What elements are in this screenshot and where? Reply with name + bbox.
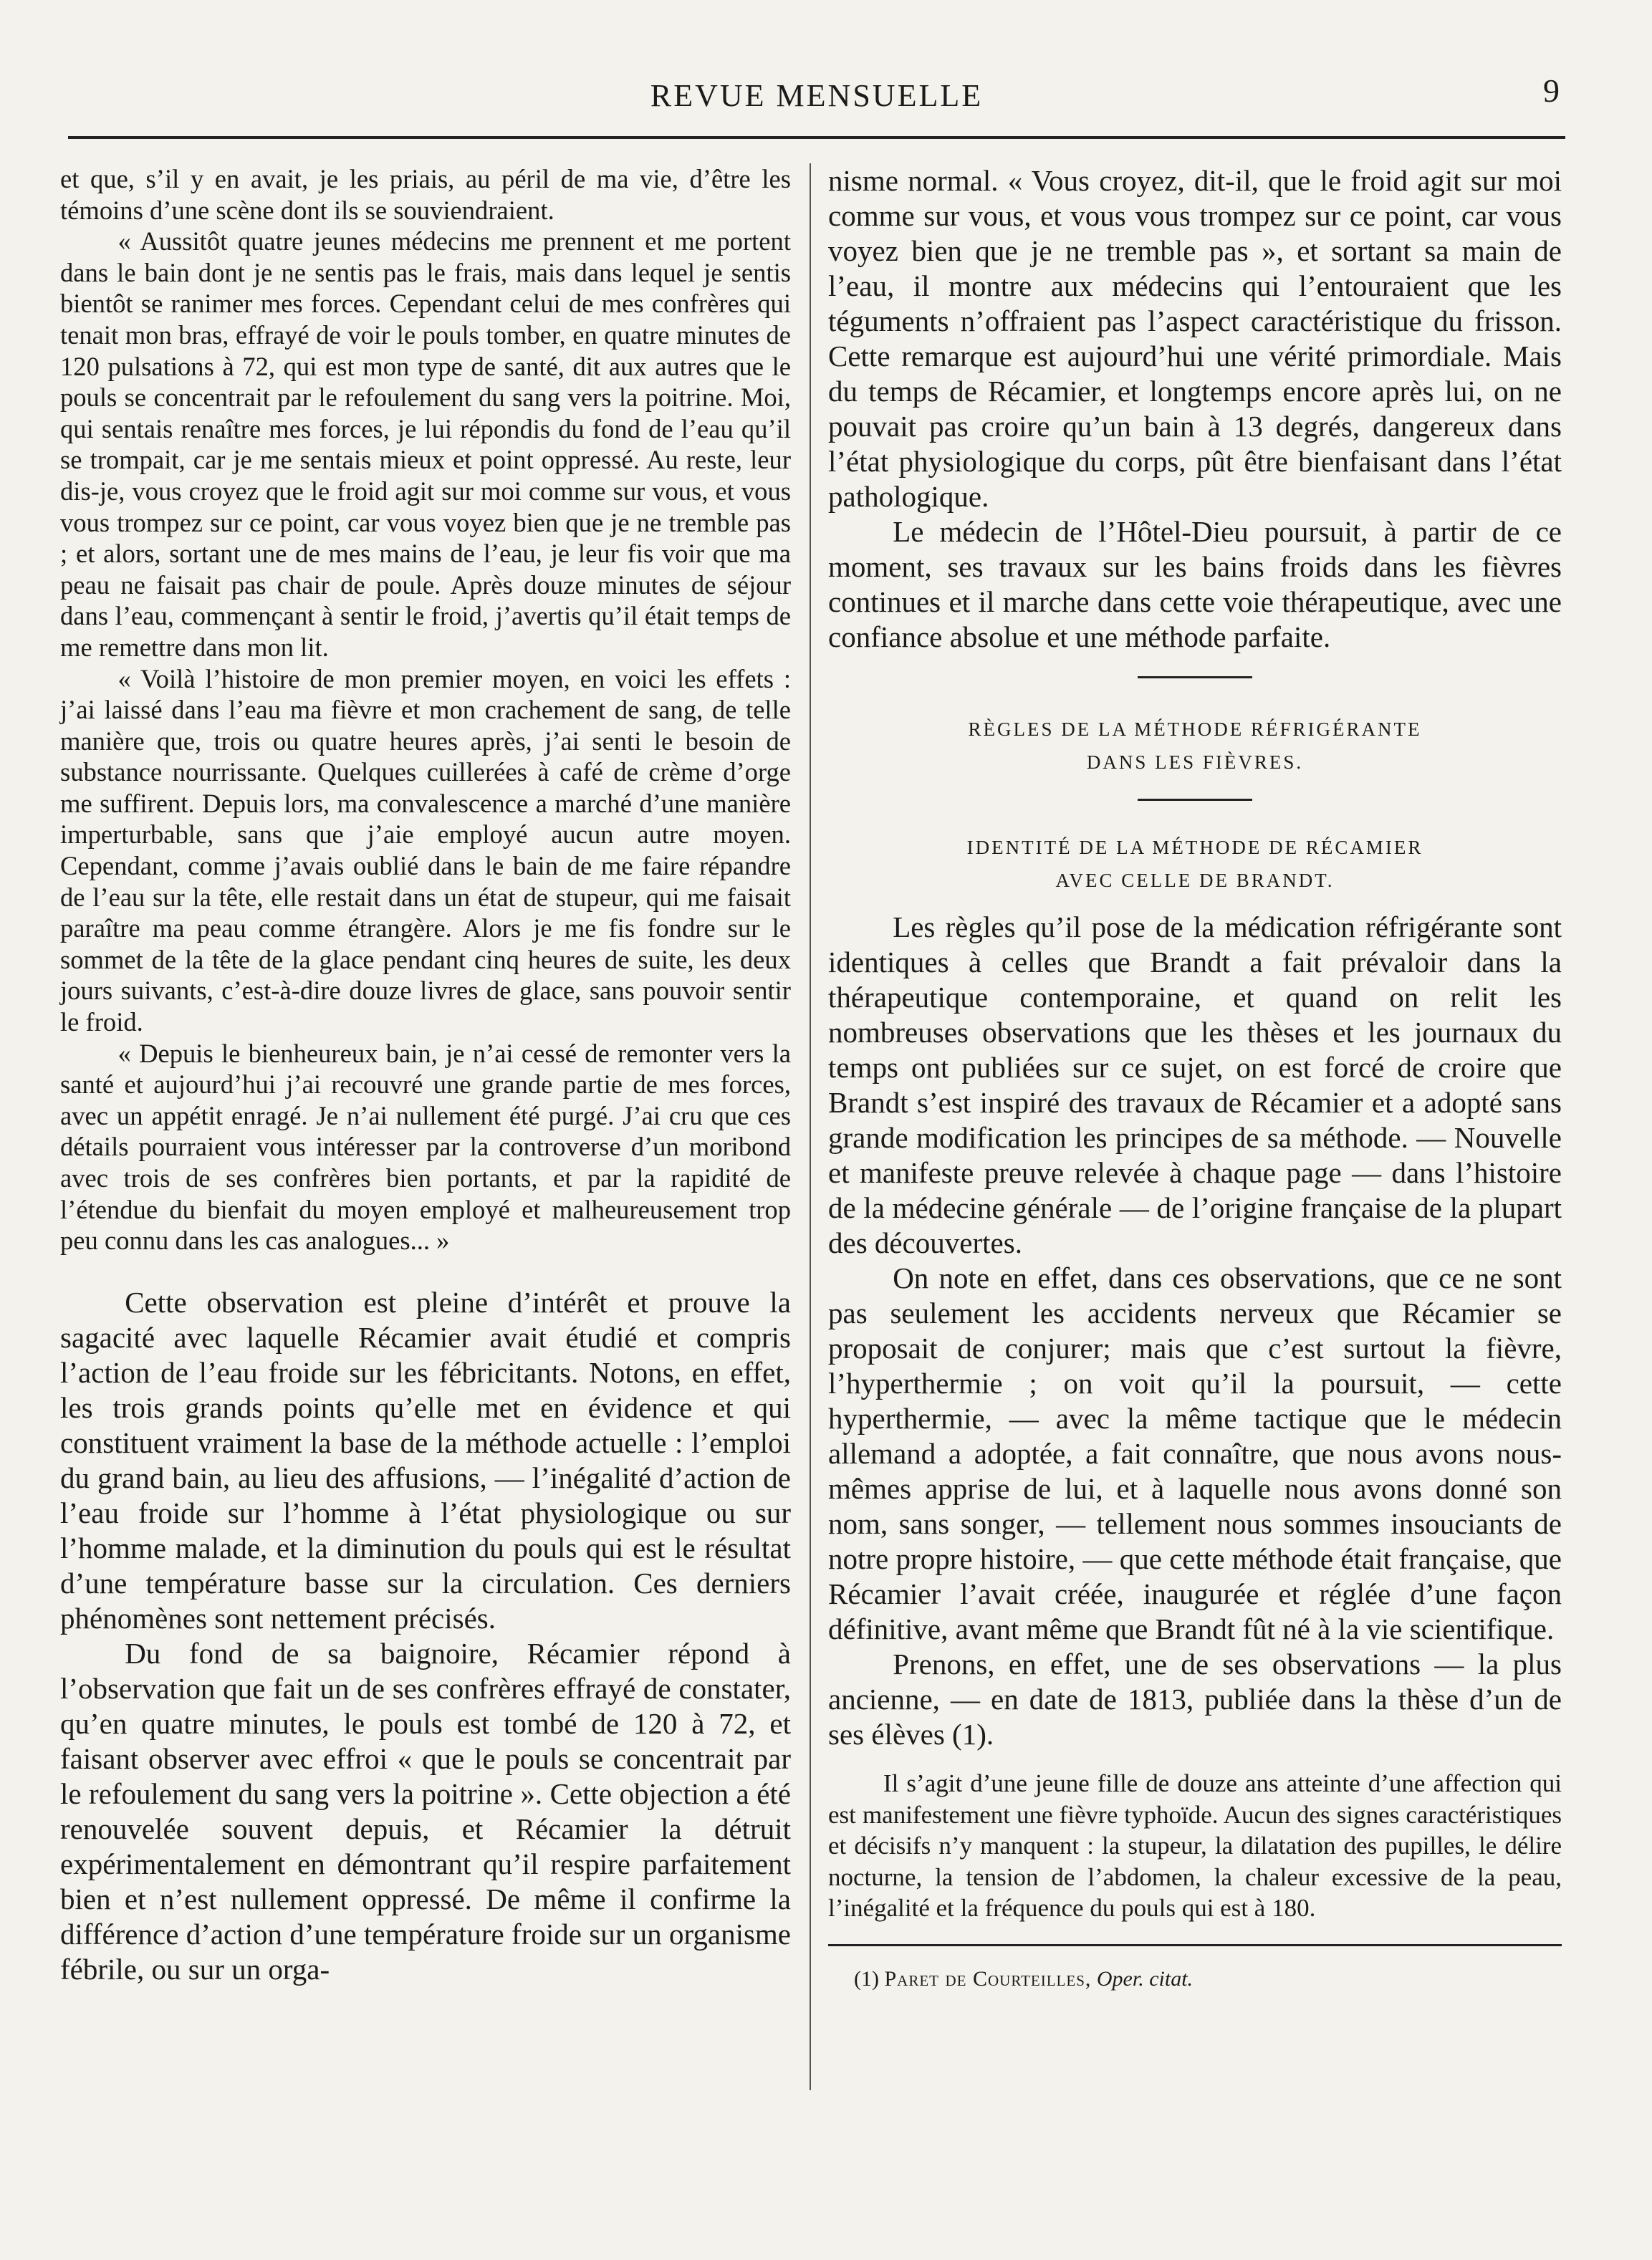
- footnote: [828, 1965, 1562, 1994]
- column-separator: [810, 163, 811, 2090]
- running-title: REVUE MENSUELLE: [650, 78, 984, 113]
- section-heading-line: DANS LES FIÈVRES.: [1086, 751, 1304, 773]
- body-paragraph: On note en effet, dans ces observations, que ce ne sont pas seulement les accidents nerveux que Récamier se proposait de conjurer; mais que c’est surtout la fièvre, l’hyperthermie ; on voit qu’il la poursuit, — cette hyperthermie, — avec la même tactique que le médecin allemand a adoptée, a fait connaître, que nous avons nous-mêmes apprise de lui, et à laquelle nous avons donné son nom, sans songer, — tellement nous sommes insouciants de notre propre histoire, — que cette méthode était française, que Récamier l’avait créée, inaugurée et réglée d’une façon définitive, avant même que Brandt fût né à la vie scientifique.: [828, 1261, 1562, 1645]
- section-body: [828, 910, 1562, 1752]
- section-heading: [828, 713, 1562, 779]
- case-report: [828, 1768, 1562, 1924]
- subsection-heading-line: IDENTITÉ DE LA MÉTHODE DE RÉCAMIER: [966, 837, 1423, 858]
- footnote-author: Paret de Courteilles,: [884, 1966, 1092, 1991]
- footnote-rule: [828, 1944, 1562, 1946]
- commentary: [60, 1285, 791, 1987]
- footnote-citation: Oper. citat.: [1096, 1966, 1194, 1991]
- section-rule: [1138, 676, 1252, 678]
- body-paragraph: Le médecin de l’Hôtel-Dieu poursuit, à partir de ce moment, ses travaux sur les bains froids dans les fièvres continues et il marche dans cette voie thérapeutique, avec une confiance absolue et une méthode parfaite.: [828, 515, 1562, 653]
- right-column: [828, 163, 1562, 2226]
- quote-paragraph: « Depuis le bienheureux bain, je n’ai cessé de remonter vers la santé et aujourd’hui j’ai recouvré une grande partie de mes forces, avec un appétit enragé. Je n’ai nullement été purgé. J’ai cru que ces détails pourraient vous intéresser par la controverse d’un moribond avec trois de ses confrères bien portants, et par la rapidité de l’étendue du bienfait du moyen employé et malheureusement trop peu connu dans les cas analogues... »: [60, 1038, 791, 1256]
- subsection-rule: [1138, 799, 1252, 801]
- left-column: [60, 163, 791, 2226]
- page-number: 9: [1543, 72, 1560, 109]
- header-rule: [68, 136, 1565, 139]
- subsection-heading: [828, 831, 1562, 897]
- running-head: [68, 72, 1565, 129]
- body-paragraph: nisme normal. « Vous croyez, dit-il, que le froid agit sur moi comme sur vous, et vous vous trompez sur ce point, car vous voyez bien que je ne tremble pas », et sortant sa main de l’eau, il montre aux médecins qui l’entouraient que les téguments n’offraient pas l’aspect caractéristique du frisson. Cette remarque est aujourd’hui une vérité primordiale. Mais du temps de Récamier, et longtemps encore après lui, on ne pouvait pas croire qu’un bain à 13 degrés, dangereux dans l’état physiologique du corps, pût être bienfaisant dans l’état pathologique.: [828, 164, 1562, 513]
- body-paragraph: Les règles qu’il pose de la médication réfrigérante sont identiques à celles que Brandt a fait prévaloir dans la thérapeutique contemporaine, et quand on relit les nombreuses observations que les thèses et les journaux du temps ont publiées sur ce sujet, on est forcé de croire que Brandt s’est inspiré des travaux de Récamier et a adopté sans grande modification les principes de sa méthode. — Nouvelle et manifeste preuve relevée à chaque page — dans l’histoire de la médecine générale — de l’origine française de la plupart des découvertes.: [828, 910, 1562, 1259]
- body-paragraph: Cette observation est pleine d’intérêt et prouve la sagacité avec laquelle Récamier avait étudié et compris l’action de l’eau froide sur les fébricitants. Notons, en effet, les trois grands points qu’elle met en évidence et qui constituent vraiment la base de la méthode actuelle : l’emploi du grand bain, au lieu des affusions, — l’inégalité d’action de l’eau froide sur l’homme à l’état physiologique ou sur l’homme malade, et la diminution du pouls qui est le résultat d’une température basse sur la circulation. Ces derniers phénomènes sont nettement précisés.: [60, 1285, 791, 1635]
- quoted-letter: [60, 163, 791, 1256]
- quote-paragraph: et que, s’il y en avait, je les priais, au péril de ma vie, d’être les témoins d’une scène dont ils se souviendraient.: [60, 164, 791, 225]
- section-heading-line: RÈGLES DE LA MÉTHODE RÉFRIGÉRANTE: [968, 718, 1422, 740]
- subsection-heading-line: AVEC CELLE DE BRANDT.: [1055, 870, 1335, 891]
- case-paragraph: Il s’agit d’une jeune fille de douze ans atteinte d’une affection qui est manifestement une fièvre typhoïde. Aucun des signes caractéristiques et décisifs n’y manquent : la stupeur, la dilatation des pupilles, le délire nocturne, la tension de l’abdomen, la chaleur excessive de la peau, l’inégalité et la fréquence du pouls qui est à 180.: [828, 1769, 1562, 1923]
- body-paragraph: Prenons, en effet, une de ses observations — la plus ancienne, — en date de 1813, publiée dans la thèse d’un de ses élèves (1).: [828, 1648, 1562, 1751]
- quote-paragraph: « Voilà l’histoire de mon premier moyen, en voici les effets : j’ai laissé dans l’eau ma fièvre et mon crachement de sang, de telle manière que, trois ou quatre heures après, j’ai senti le besoin de substance nourrissante. Quelques cuillerées à café de crème d’orge me suffirent. Depuis lors, ma convalescence a marché d’une manière imperturbable, sans que j’aie employé aucun autre moyen. Cependant, comme j’avais oublié dans le bain de me faire répandre de l’eau sur la tête, elle restait dans un état de stupeur, qui me faisait paraître ma peau comme étrangère. Alors je me fis fondre sur le sommet de la tête de la glace pendant cinq heures de suite, les deux jours suivants, c’est-à-dire douze livres de glace, sans pouvoir sentir le froid.: [60, 663, 791, 1037]
- quote-paragraph: « Aussitôt quatre jeunes médecins me prennent et me portent dans le bain dont je ne sentis pas le frais, mais dans lequel je sentis bientôt se ranimer mes forces. Cependant celui de mes confrères qui tenait mon bras, effrayé de voir le pouls tomber, en quatre minutes de 120 pulsations à 72, qui est mon type de santé, dit aux autres que le pouls se concentrait par le refoulement du sang vers la poitrine. Moi, qui sentais renaître mes forces, je lui répondis du fond de l’eau qu’il se trompait, car je me sentais mieux et point oppressé. Au reste, leur dis-je, vous croyez que le froid agit sur moi comme sur vous, et vous vous trompez sur ce point, car vous voyez bien que je ne tremble pas ; et alors, sortant une de mes mains de l’eau, je leur fis voir que ma peau ne faisait pas chair de poule. Après douze minutes de séjour dans l’eau, commençant à sentir le froid, j’avertis qu’il était temps de me remettre dans mon lit.: [60, 226, 791, 662]
- body-paragraph: Du fond de sa baignoire, Récamier répond à l’observation que fait un de ses confrères effrayé de constater, qu’en quatre minutes, le pouls est tombé de 120 à 72, et faisant observer avec effroi « que le pouls se concentrait par le refoulement du sang vers la poitrine ». Cette objection a été renouvelée souvent depuis, et Récamier la détruit expérimentalement en démontrant qu’il respire parfaitement bien et n’est nullement oppressé. De même il confirme la différence d’action d’une température froide sur un organisme fébrile, ou sur un orga-: [60, 1636, 791, 1986]
- footnote-marker: (1): [854, 1966, 879, 1991]
- continued-commentary: [828, 163, 1562, 655]
